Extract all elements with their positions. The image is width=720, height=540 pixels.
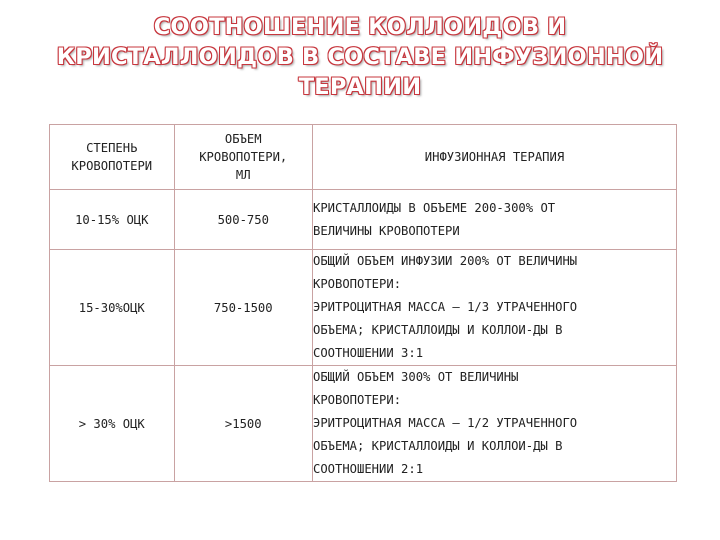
cell-volume: 750-1500 [174,250,312,366]
header-infusion-therapy: ИНФУЗИОННАЯ ТЕРАПИЯ [312,125,676,190]
header-col2-line1: ОБЪЕМ [224,132,262,146]
cell-degree: > 30% ОЦК [50,366,175,482]
table-row [50,190,677,250]
header-col1-line1: СТЕПЕНЬ [86,141,138,155]
infusion-therapy-table [49,124,677,482]
therapy-line: КРОВОПОТЕРИ: [312,393,402,407]
cell-volume: >1500 [174,366,312,482]
title-line-3: ТЕРАПИИ [298,74,422,100]
title-line-2: КРИСТАЛЛОИДОВ В СОСТАВЕ ИНФУЗИОННОЙ [56,44,664,70]
slide-title [0,12,720,102]
header-col2-line2: КРОВОПОТЕРИ, [199,150,288,164]
therapy-line: ОБЪЕМА; КРИСТАЛЛОИДЫ И КОЛЛОИ-ДЫ В [312,323,563,337]
therapy-line: ЭРИТРОЦИТНАЯ МАССА – 1/3 УТРАЧЕННОГО [312,300,578,314]
cell-degree: 15-30%ОЦК [50,250,175,366]
header-col1-line2: КРОВОПОТЕРИ [71,159,153,173]
header-blood-loss-volume [174,125,312,190]
cell-volume: 500-750 [174,190,312,250]
therapy-line: КРОВОПОТЕРИ: [312,277,402,291]
header-col2-line3: МЛ [235,168,251,182]
table-header-row [50,125,677,190]
table-row [50,250,677,366]
therapy-line: СООТНОШЕНИИ 3:1 [312,346,424,360]
cell-therapy [312,366,676,482]
cell-therapy [312,190,676,250]
therapy-line: ОБЩИЙ ОБЪЕМ ИНФУЗИИ 200% ОТ ВЕЛИЧИНЫ [312,254,578,268]
cell-therapy [312,250,676,366]
therapy-line: КРИСТАЛЛОИДЫ В ОБЪЕМЕ 200-300% ОТ [312,200,556,215]
therapy-line: СООТНОШЕНИИ 2:1 [312,462,424,476]
header-blood-loss-degree [50,125,175,190]
therapy-line: ВЕЛИЧИНЫ КРОВОПОТЕРИ [312,223,460,238]
cell-degree: 10-15% ОЦК [50,190,175,250]
therapy-line: ОБЩИЙ ОБЪЕМ 300% ОТ ВЕЛИЧИНЫ [312,370,519,384]
table-row [50,366,677,482]
therapy-line: ОБЪЕМА; КРИСТАЛЛОИДЫ И КОЛЛОИ-ДЫ В [312,439,563,453]
title-line-1: СООТНОШЕНИЕ КОЛЛОИДОВ И [153,14,567,40]
therapy-line: ЭРИТРОЦИТНАЯ МАССА – 1/2 УТРАЧЕННОГО [312,416,578,430]
